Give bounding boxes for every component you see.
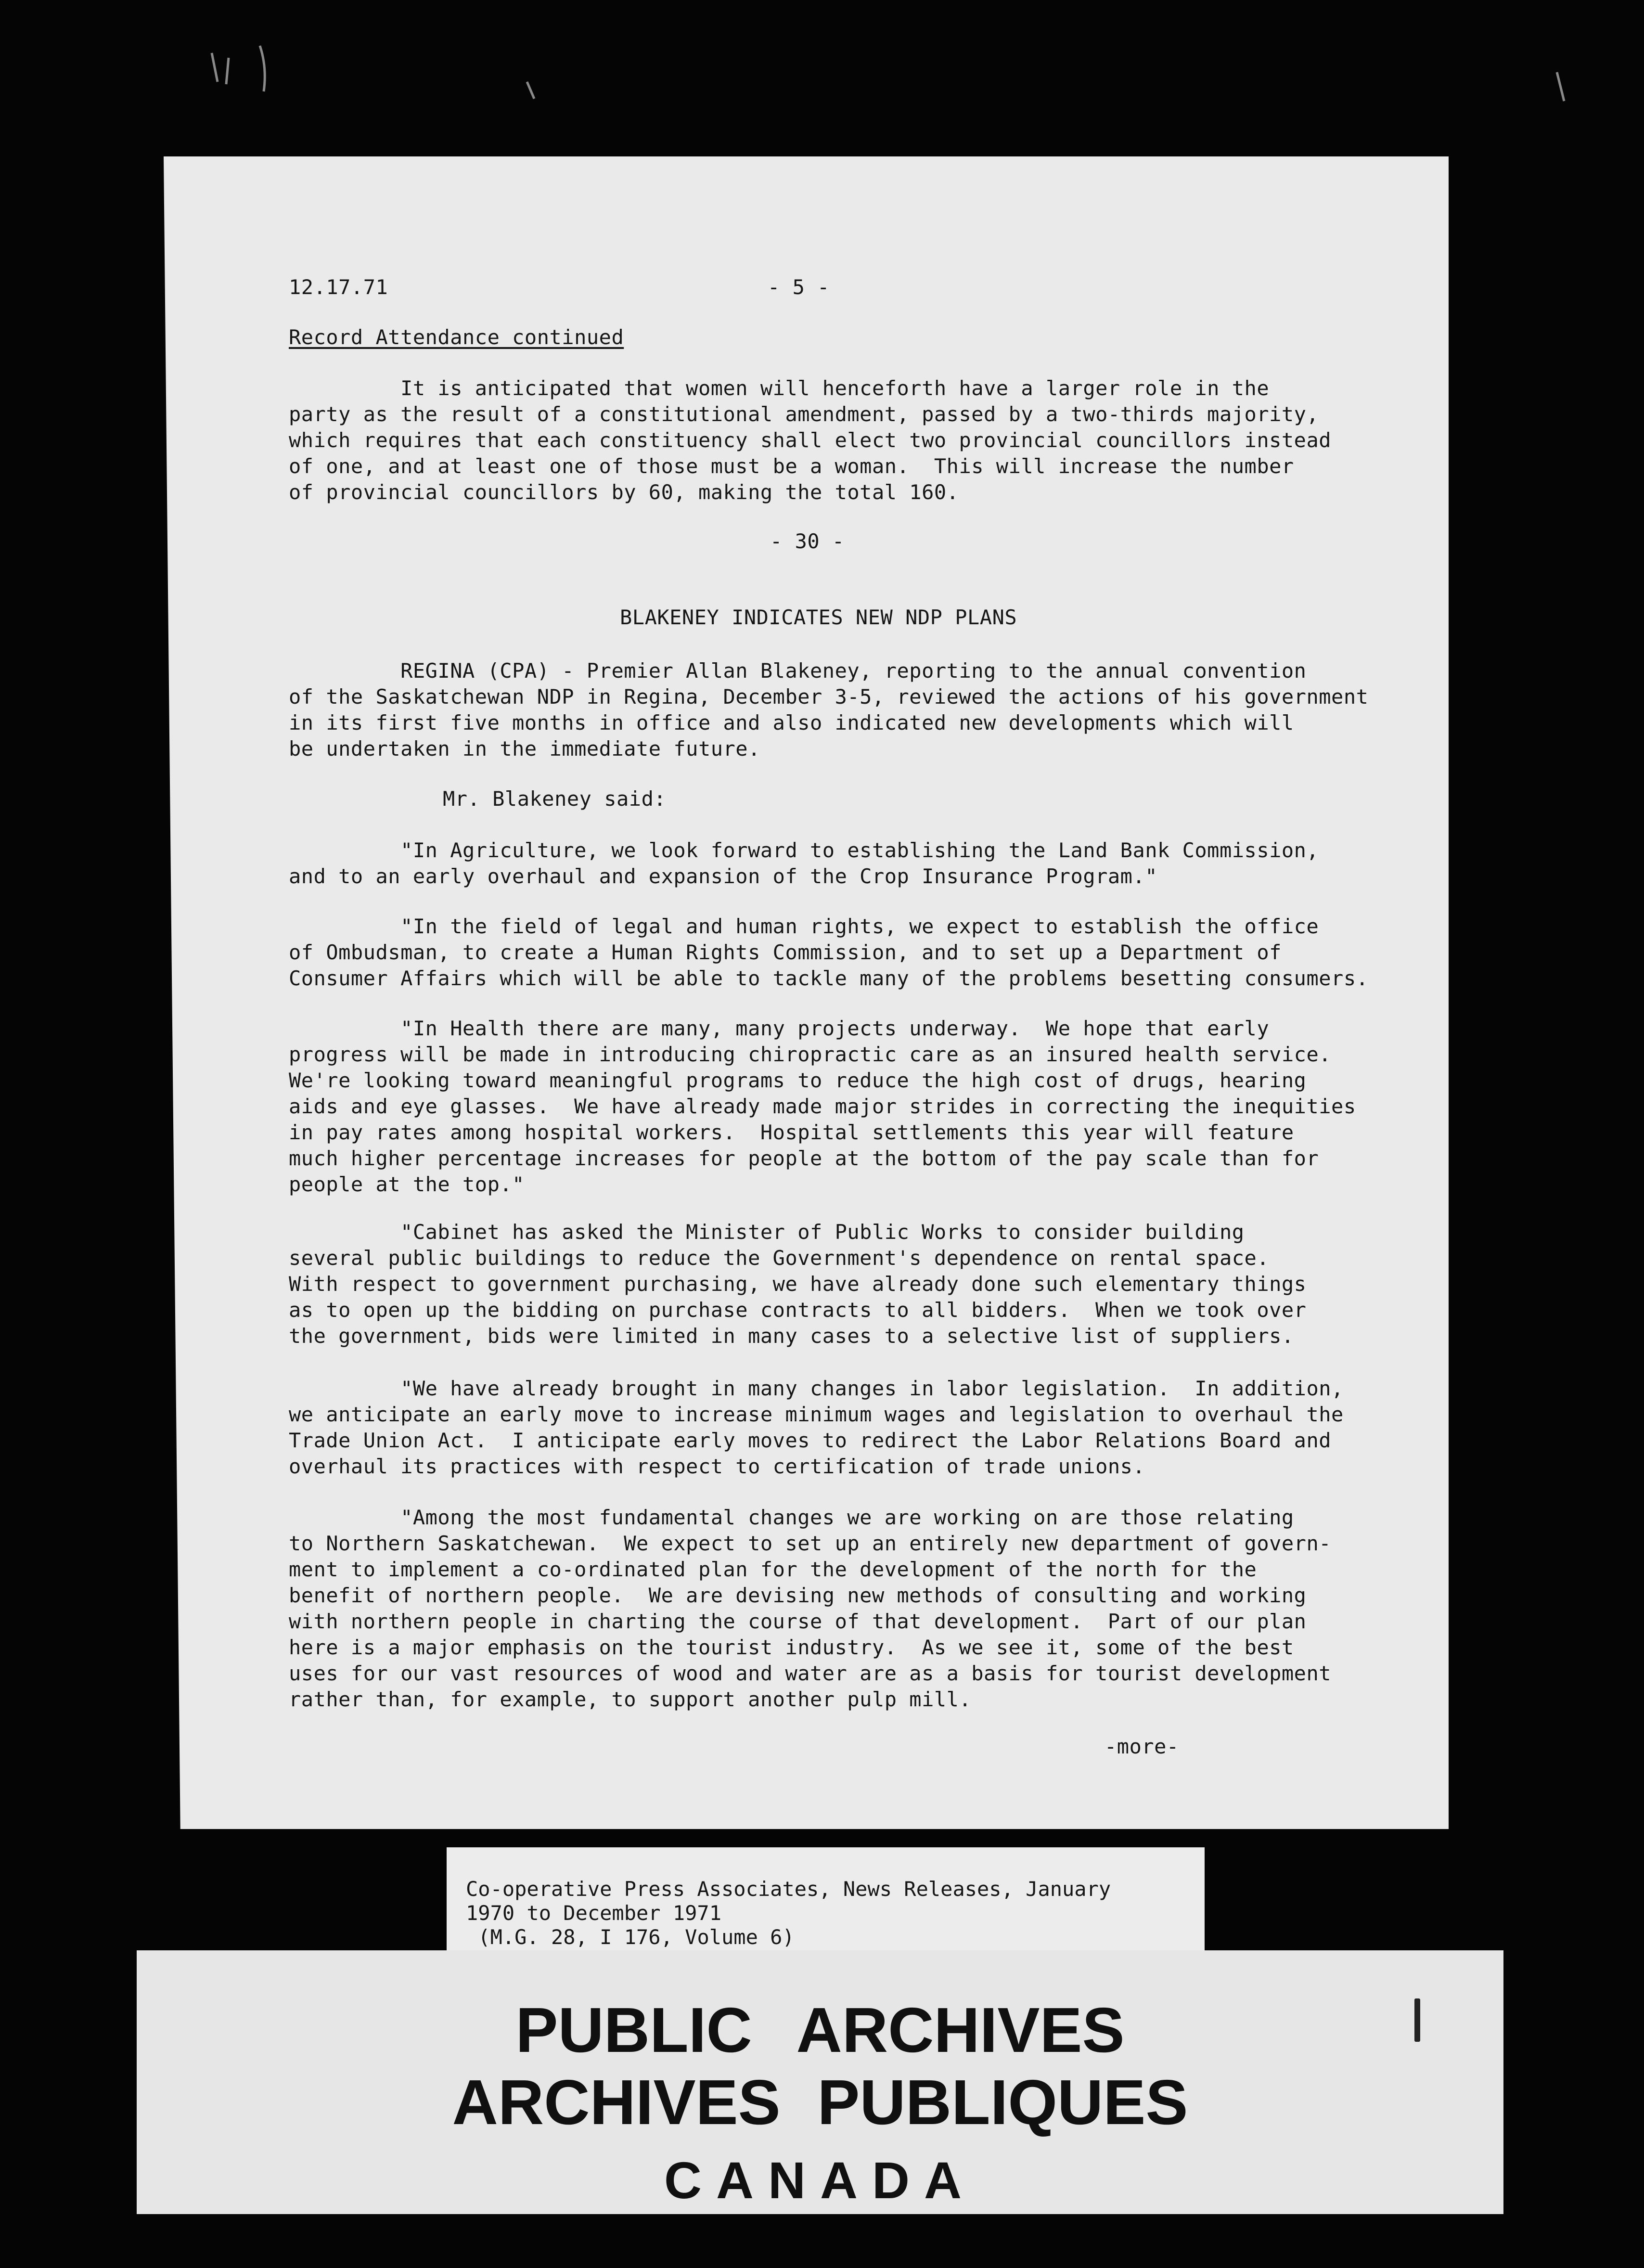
paragraph-agriculture: "In Agriculture, we look forward to establishing the Land Bank Commission, and to an early overhaul and expansion of the Crop Insurance Program." [289,838,1319,888]
stamp-canada: CANADA [664,2151,976,2209]
paragraph-regina-intro: REGINA (CPA) - Premier Allan Blakeney, reporting to the annual convention of the Saskatchewan NDP in Regina, December 3-5, reviewed the actions of his government in its first five months in office and also indicated new developments which will be undertaken in the immediate future. [289,659,1369,760]
stamp-archives-publiques: ARCHIVES PUBLIQUES [452,2067,1188,2138]
paragraph-labor: "We have already brought in many changes in labor legislation. In addition, we anticipate an early move to increase minimum wages and legislation to overhaul the Trade Union Act. I anticipate early moves to redirect the Labor Relations Board and overhaul its practices with respect to certification of trade unions. [289,1377,1344,1478]
paragraph-record-attendance: It is anticipated that women will henceforth have a larger role in the party as the result of a constitutional amendment, passed by a two-thirds majority, which requires that each constituency shall elect two provincial councillors instead of one, and at least one of those must be a woman. This will increase the number of provincial councillors by 60, making the total 160. [289,376,1332,504]
section-heading: Record Attendance continued [289,325,624,349]
film-edge-marks [0,0,1644,144]
paragraph-northern-saskatchewan: "Among the most fundamental changes we are working on are those relating to Northern Saskatchewan. We expect to set up an entirely new department of govern- ment to implement a co-ordinated plan for the development of the north for the benefit of northern people. We are devising new methods of consulting and working with northern people in charting the course of that development. Part of our plan here is a major emphasis on the tourist industry. As we see it, some of the best uses for our vast resources of wood and water are as a basis for tourist development rather than, for example, to support another pulp mill. [289,1506,1332,1711]
stamp-public-archives: PUBLIC ARCHIVES [515,1995,1125,2065]
end-marker: - 30 - [770,529,845,553]
paragraph-legal-rights: "In the field of legal and human rights, we expect to establish the office of Ombudsman, to create a Human Rights Commission, and to set up a Department of Consumer Affairs which will be able to tackle many of the problems besetting consumers. [289,915,1369,990]
more-marker: -more- [1105,1735,1179,1758]
paragraph-blakeney-said: Mr. Blakeney said: [443,787,667,811]
archive-stamp [137,1950,1503,2214]
paragraph-public-works: "Cabinet has asked the Minister of Public Works to consider building several public buildings to reduce the Government's dependence on rental space. With respect to government purchasing, we have already done such elementary things as to open up the bidding on purchase contracts to all bidders. When we took over the government, bids were limited in many cases to a selective list of suppliers. [289,1220,1307,1348]
source-citation-text: Co-operative Press Associates, News Releases, January 1970 to December 1971 (M.G. 28, I 176, Volume 6) [466,1877,1111,1949]
headline: BLAKENEY INDICATES NEW NDP PLANS [620,606,1017,629]
stamp-smudge-mark [1414,1998,1420,2042]
document-date: 12.17.71 [289,275,388,299]
paragraph-health: "In Health there are many, many projects underway. We hope that early progress will be made in introducing chiropractic care as an insured health service. We're looking toward meaningful programs to reduce the high cost of drugs, hearing aids and eye glasses. We have already made major strides in correcting the inequities in pay rates among hospital workers. Hospital settlements this year will feature much higher percentage increases for people at the bottom of the pay scale than for people at the top." [289,1017,1356,1196]
source-citation-label [447,1847,1205,1953]
page-number: - 5 - [768,275,830,299]
